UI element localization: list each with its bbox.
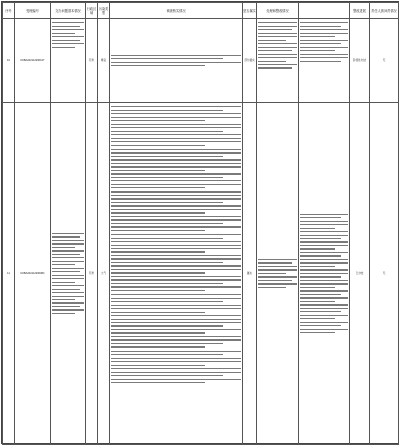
col-header-report-content: 调查核实情况	[110, 3, 243, 19]
header-row	[3, 3, 399, 19]
row-report-content	[110, 103, 243, 445]
row-district: 苏州	[86, 103, 98, 445]
col-header-type: 污染类型	[98, 3, 110, 19]
row-findings	[257, 103, 299, 445]
row-verified: 部分属实	[243, 19, 257, 103]
col-header-rectification: 整改进展	[350, 3, 370, 19]
row-case-id: D2BA202112290084	[15, 103, 51, 445]
row-type: 噪音	[98, 19, 110, 103]
col-header-case-id: 受理编号	[15, 3, 51, 19]
table-row	[3, 103, 399, 445]
row-responsible	[51, 103, 86, 445]
row-seq: 10	[3, 19, 15, 103]
row-accountability: 无	[370, 19, 399, 103]
table-row	[3, 19, 399, 103]
col-header-findings: 处理和整改情况	[257, 3, 299, 19]
row-district: 苏州	[86, 19, 98, 103]
row-accountability: 无	[370, 103, 399, 445]
case-table-sheet	[1, 1, 399, 444]
row-seq: 11	[3, 103, 15, 445]
col-header-district: 行政区域	[86, 3, 98, 19]
row-verified: 属实	[243, 103, 257, 445]
col-header-handling	[299, 3, 350, 19]
row-handling	[299, 19, 350, 103]
row-findings	[257, 19, 299, 103]
col-header-verified: 是否属实	[243, 3, 257, 19]
row-type: 大气	[98, 103, 110, 445]
row-case-id: D2BA202112290197	[15, 19, 51, 103]
row-responsible	[51, 19, 86, 103]
row-report-content	[110, 19, 243, 103]
row-rectification: 阶段性办结	[350, 19, 370, 103]
col-header-responsible: 交办问题基本情况	[51, 3, 86, 19]
row-rectification: 已办结	[350, 103, 370, 445]
row-handling	[299, 103, 350, 445]
case-table	[2, 2, 399, 445]
col-header-seq: 序号	[3, 3, 15, 19]
col-header-accountability: 责任人被问责情况	[370, 3, 399, 19]
